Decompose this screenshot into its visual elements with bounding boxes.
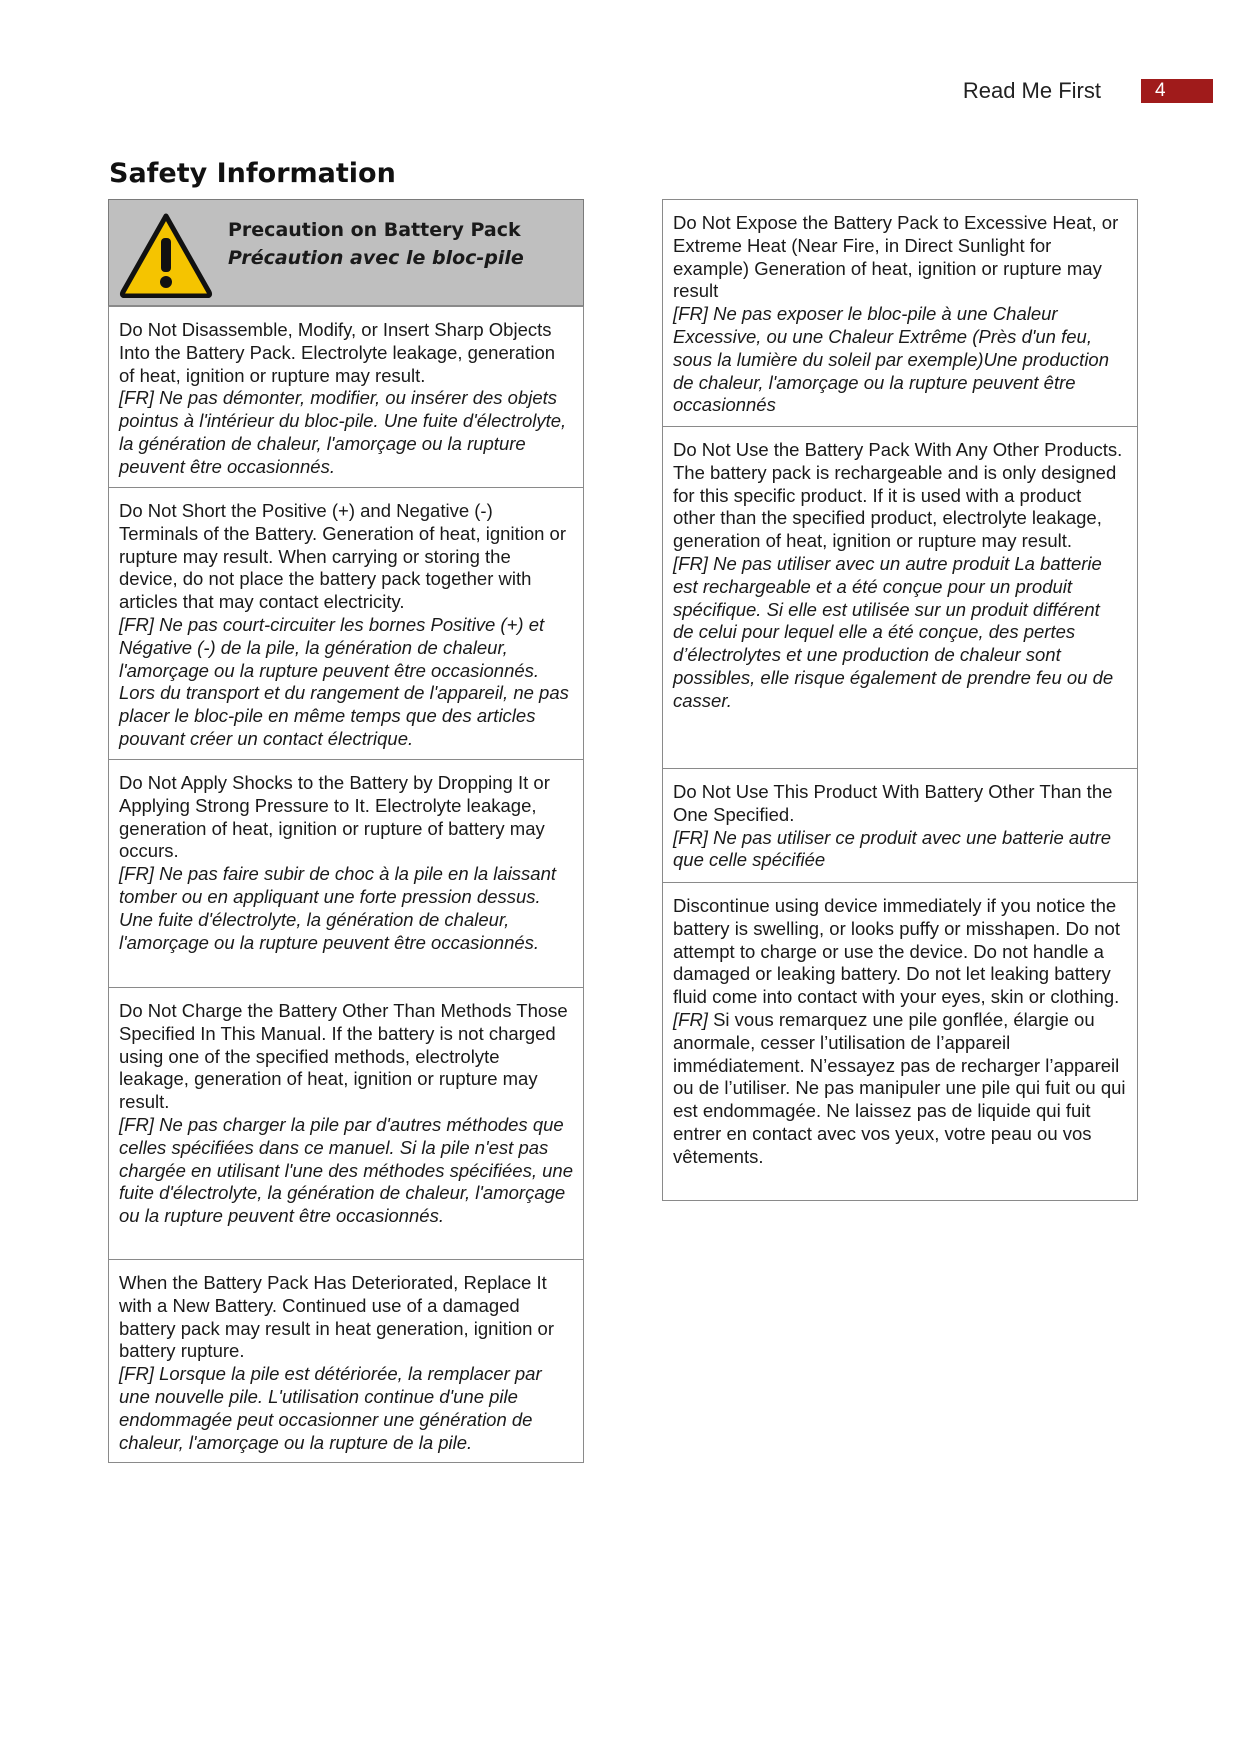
warning-triangle-icon [119,212,213,298]
safety-item-fr: [FR] Ne pas utiliser avec un autre produit La batterie est rechargeable et a été conçue pour un produit spécifique. Si elle est utilisée sur un produit différent [673,552,1102,620]
section-title: Safety Information [109,158,396,189]
page-number-badge: 4 [1141,79,1213,103]
warning-title-en: Precaution on Battery Pack [228,219,521,241]
safety-item-en: Do Not Apply Shocks to the Battery by Dropping It or Applying Strong Pressure to It. Electrolyte leakage, generation of heat, ignition or rupture of battery may occurs. [119,772,550,862]
safety-item-en: Do Not Use This Product With Battery Other Than the One Specified. [673,781,1113,825]
safety-item [108,488,584,760]
safety-item-en: When the Battery Pack Has Deteriorated, Replace It with a New Battery. Continued use of a damaged battery pack may result in heat generation, ignition or battery rupture. [119,1272,554,1362]
safety-item-fr: [FR] Ne pas charger la pile par d'autres méthodes que celles spécifiées dans ce manuel. Si la pile n'est pas chargée en utilisant l'une des méthodes spécifiées, une fuite d'électrolyte, la génération de chaleur, l'amorçage ou la rupture peuvent être occasionnés. [119,1113,573,1227]
safety-item-fr: [FR] Ne pas utiliser ce produit avec une batterie autre que celle spécifiée [673,826,1112,871]
safety-item [108,988,584,1260]
safety-item-fr-text: Si vous remarquez une pile gonflée, élargie ou anormale, cesser l’utilisation de l’appareil immédiatement. N’essayez pas de recharger l’appareil ou de l’utiliser. Ne pas manipuler une pile qui fuit ou qui est endommagée. Ne laissez pas de liquide qui fuit entrer en contact avec vos yeux, votre peau ou vos vêtements. [673,1008,1126,1167]
safety-item-en: Do Not Disassemble, Modify, or Insert Sharp Objects Into the Battery Pack. Electrolyte leakage, generation of heat, ignition or rupture may result. [119,319,556,386]
warning-title [228,216,524,272]
safety-item [662,769,1138,883]
safety-item [108,1260,584,1463]
fr-tag: [FR] [673,1008,708,1030]
warning-title-fr: Précaution avec le bloc-pile [228,247,524,269]
safety-item-fr: [FR] Ne pas démonter, modifier, ou insérer des objets pointus à l'intérieur du bloc-pile. Une fuite d'électrolyte, la génération de chaleur, l'amorçage ou la rupture peuvent être occasionnés. [119,387,567,477]
safety-item-fr [673,1009,1127,1169]
safety-item [108,307,584,488]
safety-item-fr: [FR] Lorsque la pile est détériorée, la remplacer par une nouvelle pile. L'utilisation continue d'une pile endommagée peut occasionner une génération de chaleur, l'amorçage ou la rupture de la pile. [119,1363,542,1453]
safety-item-en: Discontinue using device immediately if you notice the battery is swelling, or looks puffy or misshapen. Do not attempt to charge or use the device. Do not handle a damaged or leaking battery. Do not let leaking battery fluid come into contact with your eyes, skin or clothing. [673,895,1120,1008]
safety-item [662,883,1138,1201]
safety-item-en: Do Not Short the Positive (+) and Negative (-) Terminals of the Battery. Generation of heat, ignition or rupture may result. When carrying or storing the device, do not place the battery pack together with articles that may contact electricity. [119,500,566,613]
safety-item [662,199,1138,427]
safety-item-en: Do Not Use the Battery Pack With Any Other Products. The battery pack is rechargeable and is only designed for this specific product. If it is used with a product other than the specified product, electrolyte leakage, generation of heat, ignition or rupture may result. [673,439,1123,552]
safety-item-fr: [FR] Ne pas exposer le bloc-pile à une Chaleur Excessive, ou une Chaleur Extrême (Près d'un feu, sous la lumière du soleil par exemple)Une production de chaleur, l'amorçage ou la rupture peuvent être occasionnés [673,303,1110,416]
warning-banner [108,199,584,307]
safety-item-en: Do Not Expose the Battery Pack to Excessive Heat, or Extreme Heat (Near Fire, in Direct Sunlight for example) Generation of heat, ignition or rupture may result [673,212,1119,302]
safety-item-fr: [FR] Ne pas faire subir de choc à la pile en la laissant tomber ou en appliquant une forte pression dessus. Une fuite d'électrolyte, la génération de chaleur, l'amorçage ou la rupture peuvent être occasionnés. [119,863,557,953]
safety-item [108,760,584,988]
left-column [108,199,584,1463]
safety-item-fr: [FR] Ne pas court-circuiter les bornes Positive (+) et Négative (-) de la pile, la génération de chaleur, l'amorçage ou la rupture peuvent être occasionnés. Lors du transport et du rangement de l'appareil, ne pas placer le bloc-pile en même temps que des articles pouvant créer un contact électrique. [119,613,569,749]
safety-item [662,427,1138,769]
safety-item-fr-continued: de celui pour lequel elle a été conçue, des pertes d’électrolytes et une production de chaleur sont possibles, elle risque également de prendre feu ou de casser. [673,621,1114,711]
header-title: Read Me First [962,78,1101,103]
safety-item-en: Do Not Charge the Battery Other Than Methods Those Specified In This Manual. If the battery is not charged using one of the specified methods, electrolyte leakage, generation of heat, ignition or rupture may result. [119,1000,568,1113]
right-column [662,199,1138,1201]
